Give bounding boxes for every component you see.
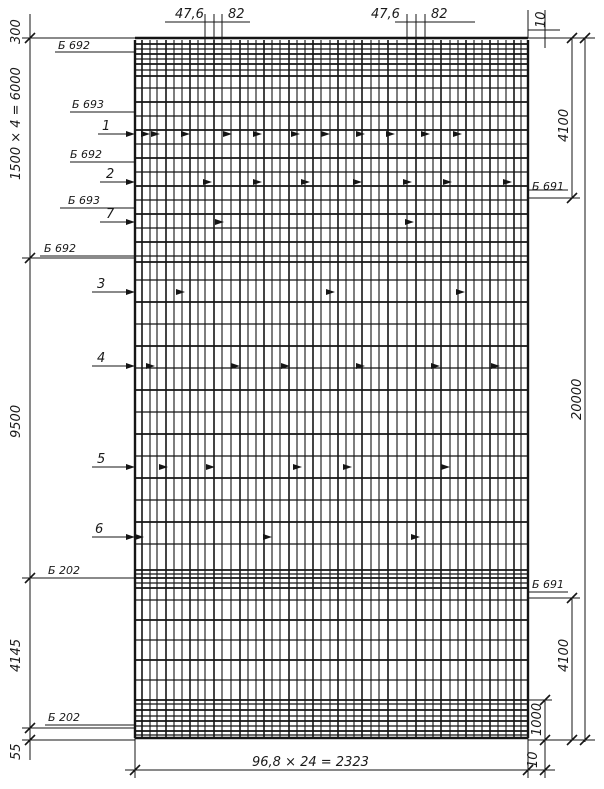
transverse-bars <box>135 44 528 735</box>
dim-4145: 4145 <box>9 638 24 672</box>
dim-1000: 1000 <box>530 702 545 736</box>
bar-arrow <box>215 219 224 225</box>
bar-arrow <box>151 131 160 137</box>
label-b691-top: Б 691 <box>532 180 565 193</box>
dim-bottom-formula: 96,8 × 24 = 2323 <box>252 755 369 770</box>
dim-4100-top: 4100 <box>557 108 572 142</box>
bar-arrow <box>405 219 414 225</box>
longitudinal-bars <box>142 40 521 738</box>
bar-arrow <box>441 464 450 470</box>
bar-arrow <box>253 179 262 185</box>
bar-arrow <box>263 534 272 540</box>
dim-82-right: 82 <box>431 7 448 22</box>
bar-arrow <box>443 179 452 185</box>
bar-arrow <box>253 131 262 137</box>
bar-arrow <box>503 179 512 185</box>
label-b693-b: Б 693 <box>68 194 101 207</box>
bar-arrow <box>356 131 365 137</box>
position-6: 6 <box>95 522 104 537</box>
bar-arrow <box>181 131 190 137</box>
label-b691-bottom: Б 691 <box>532 578 565 591</box>
bar-arrow <box>386 131 395 137</box>
label-b202-top: Б 202 <box>48 564 81 577</box>
position-4: 4 <box>97 351 106 366</box>
mesh-outline <box>135 38 528 738</box>
dim-1500x4: 1500 × 4 = 6000 <box>9 67 24 180</box>
position-7: 7 <box>106 207 115 222</box>
dim-55: 55 <box>9 743 24 760</box>
dim-20000: 20000 <box>570 378 585 420</box>
left-dimension-chain <box>22 14 135 760</box>
bar-arrow <box>353 179 362 185</box>
position-1: 1 <box>102 119 111 134</box>
bar-arrow <box>291 131 300 137</box>
dim-10-top: 10 <box>534 11 549 28</box>
bar-arrow <box>456 289 465 295</box>
label-b202-bottom: Б 202 <box>48 711 81 724</box>
position-5: 5 <box>97 452 106 467</box>
bar-arrow <box>343 464 352 470</box>
leader-lines <box>40 52 568 725</box>
dim-47-6-right: 47,6 <box>371 7 400 22</box>
dim-10-bottom: 10 <box>526 751 541 768</box>
position-2: 2 <box>106 167 115 182</box>
label-b693-a: Б 693 <box>72 98 105 111</box>
bar-arrow <box>321 131 330 137</box>
dim-300: 300 <box>9 19 24 44</box>
label-b692-lower: Б 692 <box>44 242 77 255</box>
dim-82-left: 82 <box>228 7 245 22</box>
dim-4100-bottom: 4100 <box>557 638 572 672</box>
bar-arrow <box>203 179 212 185</box>
position-3: 3 <box>97 277 106 292</box>
label-b692-top: Б 692 <box>58 39 91 52</box>
dim-9500: 9500 <box>9 404 24 438</box>
label-b692-mid: Б 692 <box>70 148 103 161</box>
dim-47-6-left: 47,6 <box>175 7 204 22</box>
bar-arrow <box>176 289 185 295</box>
bar-arrow <box>141 131 150 137</box>
